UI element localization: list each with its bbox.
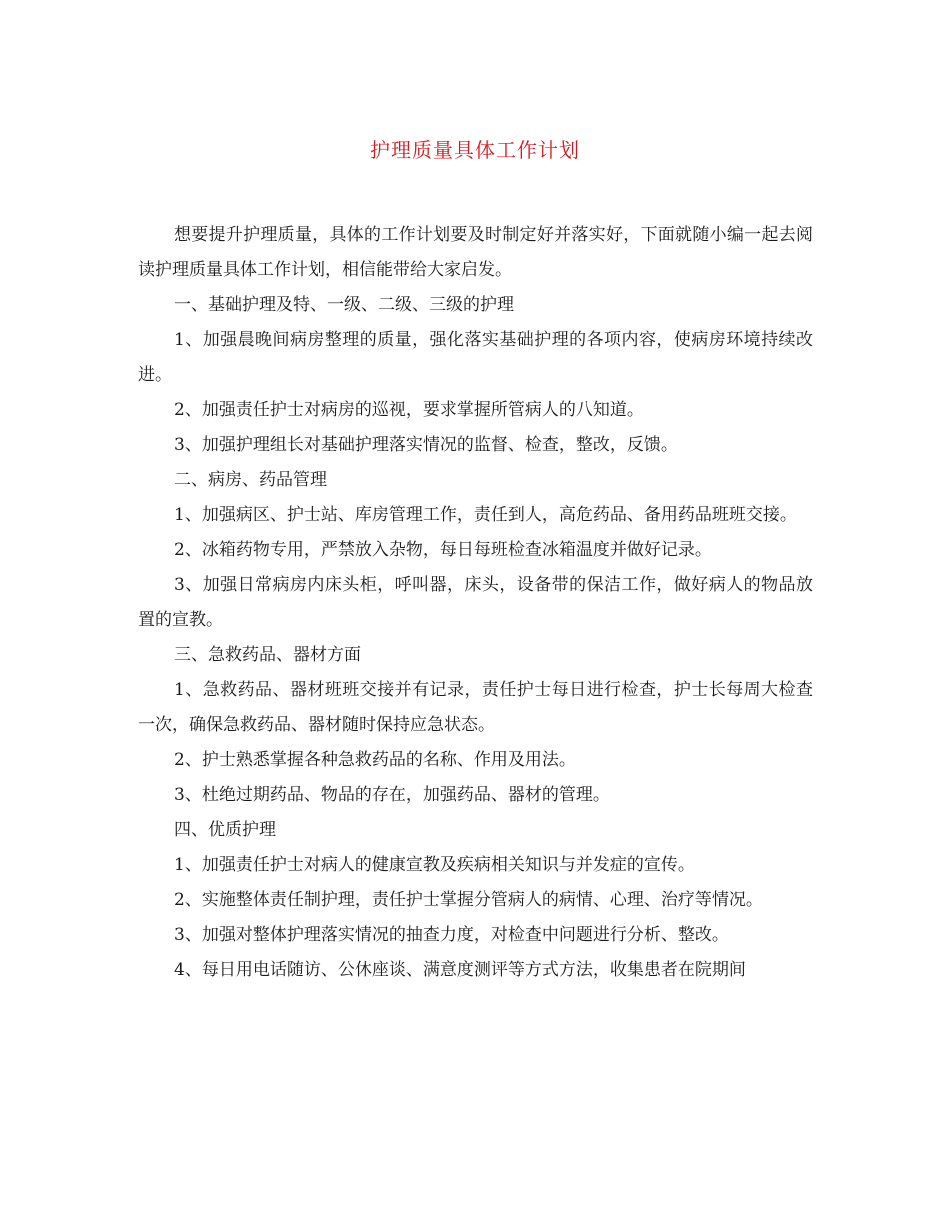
paragraph: 2、冰箱药物专用，严禁放入杂物，每日每班检查冰箱温度并做好记录。 (174, 540, 712, 560)
paragraph: 1、急救药品、器材班班交接并有记录，责任护士每日进行检查，护士长每周大检查一次，确保急救药品、器材随时保持应急状态。 (138, 680, 813, 735)
section-heading-3: 三、急救药品、器材方面 (174, 645, 361, 665)
document-title: 护理质量具体工作计划 (370, 138, 580, 162)
paragraph: 3、加强护理组长对基础护理落实情况的监督、检查，整改，反馈。 (174, 435, 678, 455)
paragraph: 1、加强病区、护士站、库房管理工作，责任到人，高危药品、备用药品班班交接。 (174, 505, 797, 525)
paragraph: 2、实施整体责任制护理，责任护士掌握分管病人的病情、心理、治疗等情况。 (174, 890, 763, 910)
paragraph: 4、每日用电话随访、公休座谈、满意度测评等方式方法，收集患者在院期间 (174, 960, 746, 980)
paragraph: 2、加强责任护士对病房的巡视，要求掌握所管病人的八知道。 (174, 400, 644, 420)
paragraph: 3、加强对整体护理落实情况的抽查力度，对检查中问题进行分析、整改。 (174, 925, 729, 945)
section-heading-2: 二、病房、药品管理 (174, 470, 327, 490)
paragraph: 1、加强晨晚间病房整理的质量，强化落实基础护理的各项内容，使病房环境持续改进。 (138, 330, 813, 385)
paragraph-intro: 想要提升护理质量，具体的工作计划要及时制定好并落实好，下面就随小编一起去阅读护理质量具体工作计划，相信能带给大家启发。 (138, 225, 813, 280)
section-heading-4: 四、优质护理 (174, 820, 276, 840)
paragraph: 3、加强日常病房内床头柜，呼叫器，床头，设备带的保洁工作，做好病人的物品放置的宣教。 (138, 575, 813, 630)
section-heading-1: 一、基础护理及特、一级、二级、三级的护理 (174, 295, 514, 315)
paragraph: 3、杜绝过期药品、物品的存在，加强药品、器材的管理。 (174, 785, 610, 805)
paragraph: 2、护士熟悉掌握各种急救药品的名称、作用及用法。 (174, 750, 576, 770)
document-body (138, 218, 813, 988)
paragraph: 1、加强责任护士对病人的健康宣教及疾病相关知识与并发症的宣传。 (174, 855, 695, 875)
